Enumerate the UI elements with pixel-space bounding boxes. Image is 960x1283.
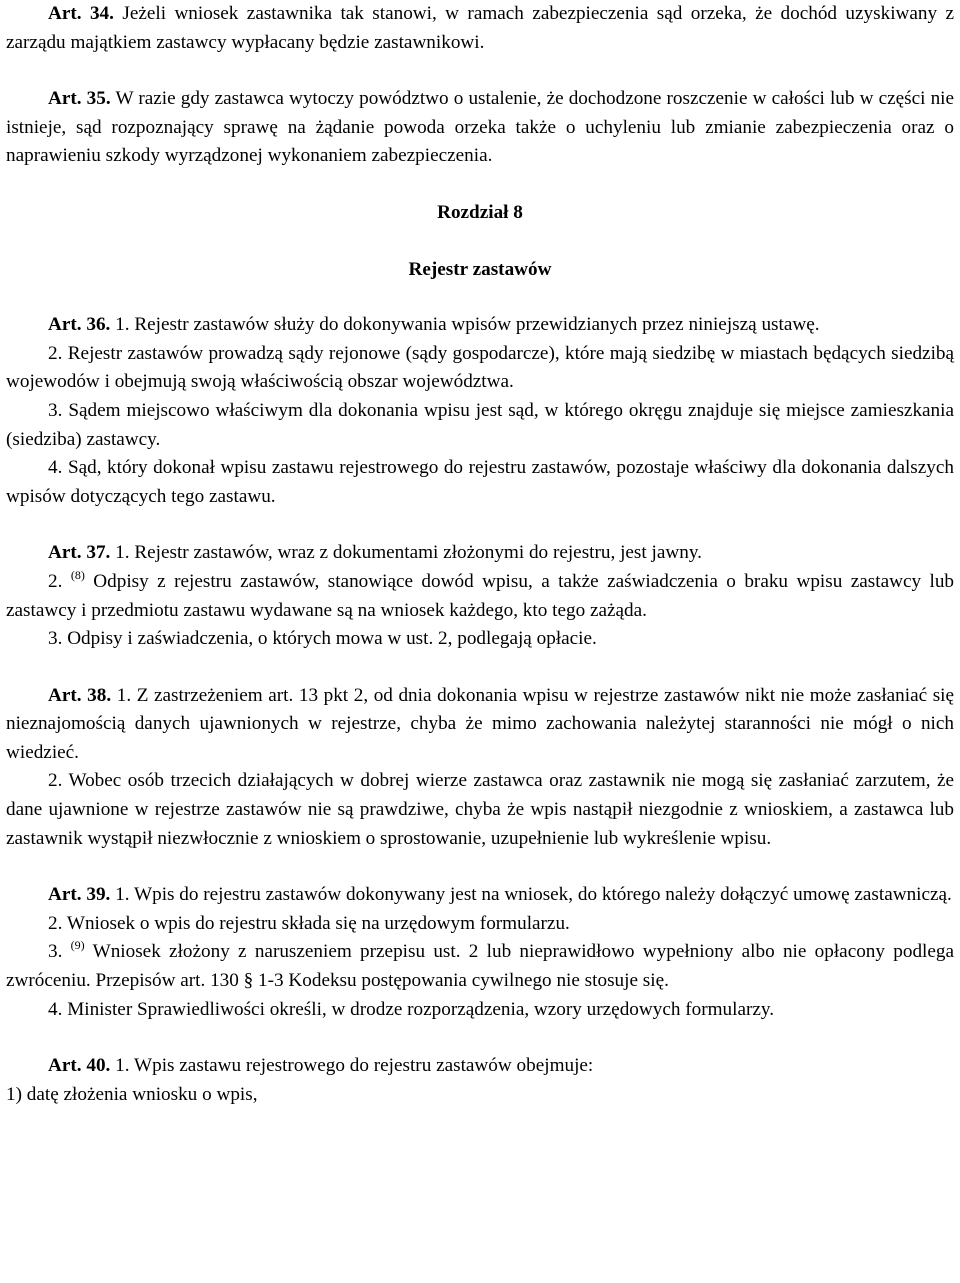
article-34-text: Jeżeli wniosek zastawnika tak stanowi, w ramach zabezpieczenia sąd orzeka, że dochód uzyskiwany z zarządu majątkiem zastawcy wypłacany będzie zastawnikowi.	[6, 3, 955, 53]
article-39-para-2-num: 2.	[48, 912, 63, 934]
article-38-para-1-text: Z zastrzeżeniem art. 13 pkt 2, od dnia dokonania wpisu w rejestrze zastawów nikt nie może zasłaniać się nieznajomością danych ujawnionych w rejestrze, chyba że mimo zachowania należytej staranności nie mógł o nich wiedzieć.	[6, 684, 955, 763]
article-37-para-2	[6, 568, 954, 625]
article-36-para-3-text: Sądem miejscowo właściwym dla dokonania wpisu jest sąd, w którego okręgu znajduje się miejsce zamieszkania (siedziba) zastawcy.	[6, 399, 954, 450]
article-36-para-4	[6, 454, 954, 511]
article-37-para-2-num: 2.	[48, 570, 63, 592]
article-40-item-1-text: datę złożenia wniosku o wpis,	[26, 1083, 258, 1105]
article-39-para-3	[6, 938, 954, 995]
article-36-para-3	[6, 397, 954, 454]
article-40-label: Art. 40.	[48, 1055, 111, 1077]
article-34-label: Art. 34.	[48, 3, 114, 24]
article-35	[6, 85, 954, 171]
article-37-para-2-text: Odpisy z rejestru zastawów, stanowiące dowód wpisu, a także zaświadczenia o braku wpisu zastawcy lub zastawcy i przedmiotu zastawu wydawane są na wniosek każdego, kto tego zażąda.	[6, 570, 955, 621]
article-40-item-1-num: 1)	[6, 1083, 22, 1105]
article-36-para-1	[6, 311, 954, 340]
article-40-para-1	[6, 1052, 954, 1081]
article-37-para-1-text: Rejestr zastawów, wraz z dokumentami złożonymi do rejestru, jest jawny.	[134, 542, 702, 564]
article-36-para-4-text: Sąd, który dokonał wpisu zastawu rejestrowego do rejestru zastawów, pozostaje właściwy dla dokonania dalszych wpisów dotyczących tego zastawu.	[6, 457, 954, 507]
chapter-title: Rejestr zastawów	[408, 258, 552, 280]
article-38-para-2-text: Wobec osób trzecich działających w dobrej wierze zastawca oraz zastawnik nie mogą się zasłaniać zarzutem, że dane ujawnione w rejestrze zastawów nie są prawdziwe, chyba że wpis nastąpił niezgodnie z wnioskiem, a zastawca lub zastawnik wystąpił niezwłocznie z wnioskiem o sprostowanie, uzupełnienie lub wykreślenie wpisu.	[6, 770, 954, 849]
article-38-para-2	[6, 767, 954, 853]
article-37-label: Art. 37.	[48, 542, 111, 564]
article-37-para-3	[6, 625, 954, 654]
article-36-para-1-num: 1.	[115, 314, 130, 336]
article-39-para-4	[6, 996, 954, 1025]
article-40-para-1-text: Wpis zastawu rejestrowego do rejestru zastawów obejmuje:	[133, 1055, 594, 1077]
article-39-para-3-text: Wniosek złożony z naruszeniem przepisu ust. 2 lub nieprawidłowo wypełniony albo nie opłacony podlega zwróceniu. Przepisów art. 130 § 1-3 Kodeksu postępowania cywilnego nie stosuje się.	[6, 941, 954, 992]
article-39-para-4-num: 4.	[48, 998, 63, 1020]
article-37-para-1-num: 1.	[115, 542, 130, 564]
article-34	[6, 0, 954, 57]
article-36-para-4-num: 4.	[48, 457, 63, 479]
article-39-para-4-text: Minister Sprawiedliwości określi, w drodze rozporządzenia, wzory urzędowych formularzy.	[67, 998, 775, 1020]
article-36-para-2-num: 2.	[48, 342, 63, 364]
article-36-para-1-text: Rejestr zastawów służy do dokonywania wpisów przewidzianych przez niniejszą ustawę.	[134, 314, 820, 336]
article-35-label: Art. 35.	[48, 88, 111, 110]
article-38-para-1	[6, 682, 954, 768]
article-39-para-1	[6, 881, 954, 910]
article-36-para-3-num: 3.	[48, 399, 63, 421]
article-40-para-1-num: 1.	[115, 1055, 130, 1077]
article-40-item-1	[6, 1081, 954, 1110]
article-39-para-1-num: 1.	[115, 884, 130, 906]
article-39-para-1-text: Wpis do rejestru zastawów dokonywany jest na wniosek, do którego należy dołączyć umowę zastawniczą.	[133, 884, 952, 906]
chapter-number: Rozdział 8	[437, 201, 523, 223]
article-38-label: Art. 38.	[48, 684, 112, 706]
article-36-para-2	[6, 340, 954, 397]
article-36-label: Art. 36.	[48, 314, 111, 336]
article-36-para-2-text: Rejestr zastawów prowadzą sądy rejonowe (sądy gospodarcze), które mają siedzibę w miastach będących siedzibą wojewodów i obejmują swoją właściwością obszar województwa.	[6, 342, 955, 393]
article-37-para-1	[6, 539, 954, 568]
article-37-para-3-num: 3.	[48, 628, 63, 650]
article-35-text: W razie gdy zastawca wytoczy powództwo o ustalenie, że dochodzone roszczenie w całości lub w części nie istnieje, sąd rozpoznający sprawę na żądanie powoda orzeka także o uchyleniu lub zmianie zabezpieczenia oraz o naprawieniu szkody wyrządzonej wykonaniem zabezpieczenia.	[6, 88, 955, 167]
article-39-para-3-num: 3.	[48, 941, 63, 963]
article-39-para-2	[6, 910, 954, 939]
article-39-para-2-text: Wniosek o wpis do rejestru składa się na urzędowym formularzu.	[66, 912, 570, 934]
footnote-ref-8: (8)	[70, 567, 85, 582]
article-39-label: Art. 39.	[48, 884, 111, 906]
footnote-ref-9: (9)	[70, 938, 85, 953]
article-37-para-3-text: Odpisy i zaświadczenia, o których mowa w ust. 2, podlegają opłacie.	[67, 628, 597, 650]
article-38-para-1-num: 1.	[116, 684, 132, 706]
article-38-para-2-num: 2.	[48, 770, 63, 792]
